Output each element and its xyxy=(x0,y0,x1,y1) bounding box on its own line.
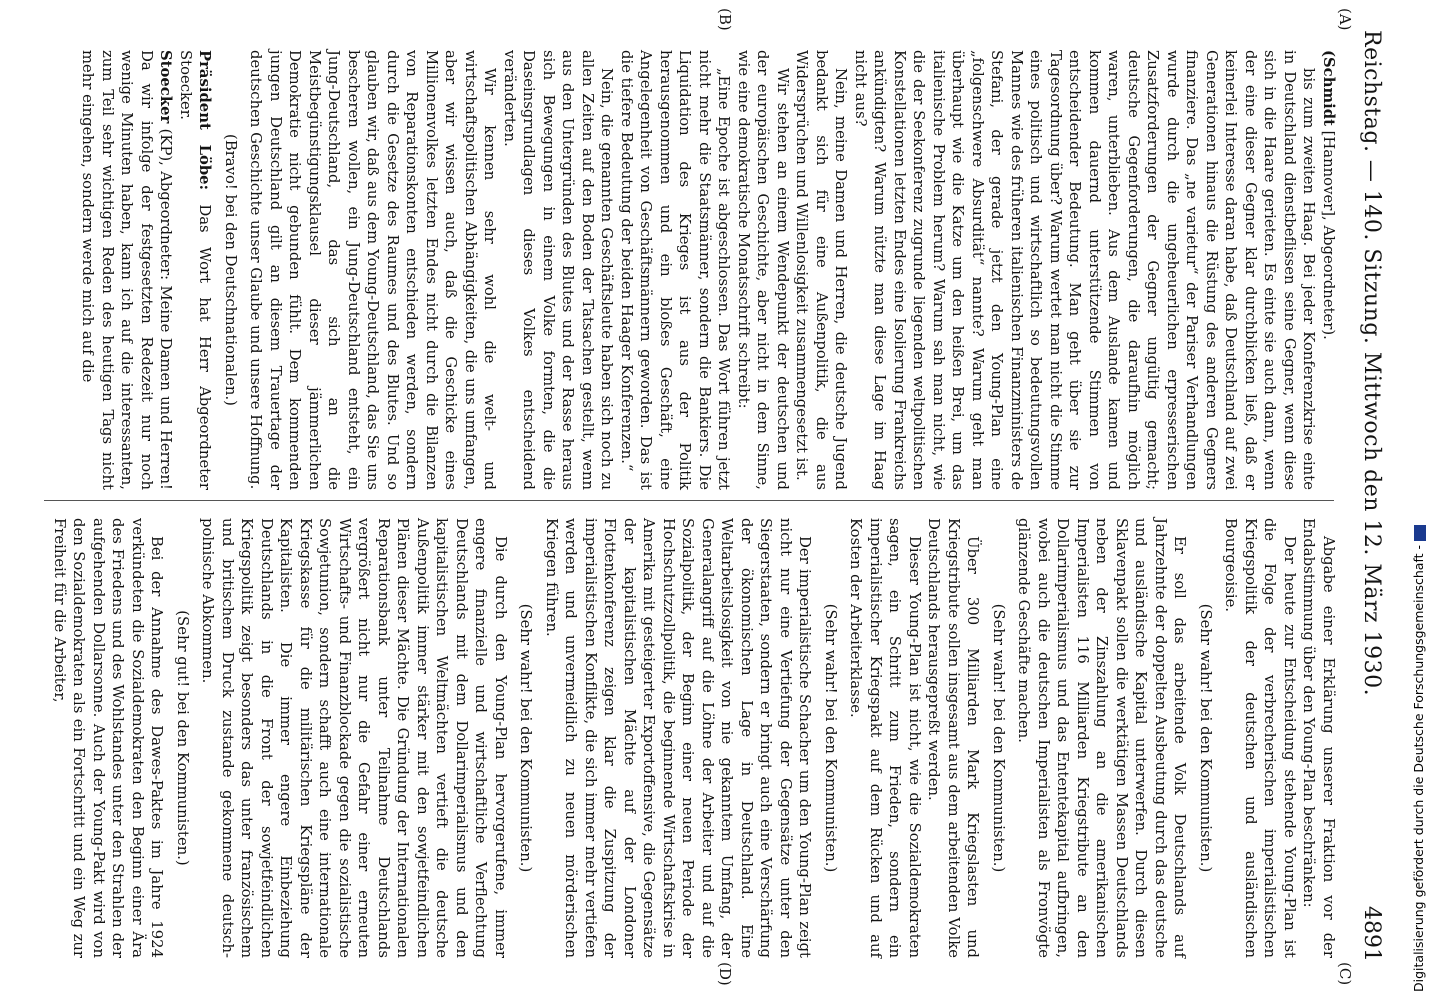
paragraph xyxy=(851,50,1319,490)
paragraph xyxy=(846,518,924,958)
margin-mark-b: (B) xyxy=(716,8,734,31)
margin-mark-d: (D) xyxy=(716,962,734,986)
speaker-name: Stoecker xyxy=(157,50,175,124)
paragraph xyxy=(734,50,793,490)
paragraph-text: [Hannover], Abgeordneter). xyxy=(1320,125,1337,340)
paragraph xyxy=(542,518,815,958)
paragraph xyxy=(792,50,851,490)
paragraph xyxy=(176,50,215,490)
paragraph-text: Der heute zur Entscheidung stehende Young-Plan ist die Folge der verbrecherischen imperialistischen Kriegspolitik der deutschen und ausländischen Bourgeoisie. xyxy=(1222,518,1298,958)
paragraph xyxy=(1299,518,1338,958)
paragraph-text: Die durch den Young-Plan hervorgerufene, immer engere finanzielle und wirtschaftliche Verflechtung Deutschlands mit dem Dollarimperialismus und den kapitalistischen Weltmächten vertieft die deutsche Außenpolitik immer stärker mit den sowjetfeindlichen Plänen dieser Mächte. Die Gründung der Internationalen Reparationsbank unter Teilnahme Deutschlands vergrößert nicht nur die Gefahr einer erneuten Wirtschafts- und Finanzblockade gegen die sozialistische Sowjetunion, sondern schafft auch eine internationale Kriegskasse für die militärischen Kriegspläne der Kapitalisten. Die immer engere Einbeziehung Deutschlands in die Front der sowjetfeindlichen Kriegspolitik zeigt besonders das unter französischem und britischem Druck zustande gekommene deutsch-polnische Abkommen. xyxy=(199,518,509,958)
speaker-name: Präsident Löbe: xyxy=(196,50,214,191)
interjection: (Sehr wahr! bei den Kommunisten.) xyxy=(822,603,839,873)
paragraph xyxy=(1014,518,1190,958)
paragraph-text: Abgabe einer Erklärung unserer Fraktion vor der Endabstimmung über den Young-Plan beschränken: xyxy=(1300,518,1337,958)
paragraph-text: Der imperialistische Schacher um den Young-Plan zeigt nicht nur eine Vertiefung der Gegensätze unter den Siegerstaaten, sondern er bringt auch eine Verschärfung der ökonomischen Lage in Deutschland. Eine Weltarbeitslosigkeit von nie gekanntem Umfang, der Generalangriff auf die Löhne der Arbeiter und auf die Sozialpolitik, der Beginn einer neuen Periode der Hochschutzzollpolitik, die beginnende Wirtschaftskrise in Amerika mit gesteigerter Exportoffensive, die Gegensätze der kapitalistischen Mächte auf der Londoner Flottenkonferenz zeigen klar die Zuspitzung der imperialistischen Konflikte, die sich immer mehr vertiefen werden und unvermeidlich zu neuen mörderischen Kriegen führen. xyxy=(543,518,814,958)
speaker-name: (Schmidt xyxy=(1320,50,1337,126)
paragraph-text: Nein, meine Damen und Herren, die deutsche Jugend bedankt sich für eine Außenpolitik, die aus Widersprüchen und Willenlosigkeit zusammengesetzt ist. xyxy=(793,50,850,490)
dfg-logo-icon xyxy=(1414,525,1426,541)
page-header xyxy=(1350,30,1390,970)
paragraph-text: bis zum zweiten Haag. Bei jeder Konferenzkrise einte in Deutschland dienstbeflissen seine Gegner, wenn diese sich in die Haare gerieten. Es einte sie auch dann, wenn der eine dieser Gegner klar durchblicken ließ, daß er keinerlei Interesse daran habe, daß Deutschland auf zwei Generationen hinaus die Rüstung des anderen Gegners finanziere. Das „ne varietur“ der Pariser Verhandlungen wurde durch die ungeheuerlichen erpresserischen Zusatzforderungen der Gegner ungültig gemacht; deutsche Gegenforderungen, die daraufhin möglich waren, unterblieben. Aus dem Auslande kamen und kommen dauernd unterstützende Stimmen von entscheidender Bedeutung. Man geht über sie zur Tagesordnung über? Warum wertet man nicht die Stimme eines politisch und wirtschaftlich so bedeutungsvollen Mannes wie des früheren italienischen Finanzministers de Stefani, der gerade jetzt den Young-Plan eine „folgenschwere Absurdität“ nannte? Warum geht man überhaupt wie die Katze um den heißen Brei, um das italienische Problem herum? Warum sah man nicht, wie die der Seekonferenz zugrunde liegenden weltpolitischen Konstellationen letzten Endes eine Isolierung Frankreichs ankündigten? Warum nützte man diese Lage im Haag nicht aus? xyxy=(852,50,1318,490)
paragraph xyxy=(78,50,176,490)
paragraph-text: Dieser Young-Plan ist nicht, wie die Sozialdemokraten sagen, ein Schritt zum Frieden, sondern ein imperialistischer Kriegspakt auf dem Rücken und auf Kosten der Arbeiterklasse. xyxy=(847,518,923,958)
credit-text: Digitalisierung gefördert durch die Deutsche Forschungsgemeinschaft - xyxy=(1411,544,1426,992)
paragraph-text: Wir stehen an einem Wendepunkt der deutschen und der europäischen Geschichte, aber nicht in dem Sinne, wie eine demokratische Monatsschrift schreibt: xyxy=(735,50,791,490)
interjection: (Bravo! bei den Deutschnationalen.) xyxy=(222,134,239,406)
right-column xyxy=(50,518,1339,958)
paragraph-text: (KP), Abgeordneter: Meine Damen und Herren! Da wir infolge der festgesetzten Redezeit nur noch wenige Minuten haben, kann ich auf die interessanten, zum Teil sehr wichtigen Reden des heutigen Tags nicht mehr eingehen, sondern werde mich auf die xyxy=(79,50,175,490)
paragraph xyxy=(1319,50,1339,490)
page-number: 4891 xyxy=(1359,906,1384,962)
digitization-credit xyxy=(1404,0,1434,1000)
paragraph xyxy=(50,518,167,958)
paragraph xyxy=(1221,518,1299,958)
paragraph xyxy=(500,50,617,490)
margin-mark-c: (C) xyxy=(1336,962,1354,986)
paragraph-text: Wir kennen sehr wohl die welt- und wirtschaftspolitischen Abhängigkeiten, die uns umfangen, aber wir wissen auch, daß die Geschicke eines Millionenvolkes letzten Endes nicht durch die Bilanzen von Reparationskonten entschieden werden, sondern durch die Gesetze des Raumes und des Blutes. Und so glauben wir, daß aus dem Young-Deutschland, das Sie uns bescheren wollen, ein Jung-Deutschland entsteht, ein Jung-Deutschland, das sich an die Meistbegünstigungsklausel dieser jämmerlichen Demokratie nicht gebunden fühlt. Dem kommenden jungen Deutschland gilt an diesem Trauertage der deutschen Geschichte unser Glaube und unsere Hoffnung. xyxy=(247,50,499,490)
running-head: Reichstag. — 140. Sitzung. Mittwoch den 12. März 1930. xyxy=(1359,30,1384,697)
paragraph-text: Bei der Annahme des Dawes-Paktes im Jahre 1924 verkündeten die Sozialdemokraten den Beginn einer Ära des Friedens und des Wohlstandes unter den Strahlen der aufgehenden Dollarsonne. Auch der Young-Pakt wird von den Sozialdemokraten als ein Fortschritt und ein Weg zur Freiheit für die Arbeiter, xyxy=(51,518,166,958)
paragraph xyxy=(924,518,983,958)
paragraph-text: Nein, die genannten Geschäftsleute haben sich noch zu allen Zeiten auf den Boden der Tatsachen gestellt, wenn aus den Untergründen des Blutes und der Rasse heraus sich Bewegungen in einem Volke formten, die die Daseinsgrundlagen dieses Volkes entscheidend veränderten. xyxy=(501,50,616,490)
paragraph-text: Das Wort hat Herr Abgeordneter Stoecker. xyxy=(177,50,214,490)
paragraph-text: Er soll das arbeitende Volk Deutschlands auf Jahrzehnte der doppelten Ausbeutung durch das deutsche und ausländische Kapital unterwerfen. Durch diesen Sklavenpakt sollen die werktätigen Massen Deutschlands neben der Zinszahlung an die amerikanischen Imperialisten 116 Milliarden Kriegstribute an den Dollarimperialismus und das Ententekapital aufbringen, wobei auch die deutschen Imperialisten als Fronvögte glänzende Geschäfte machen. xyxy=(1015,518,1189,958)
interjection: (Sehr gut! bei den Kommunisten.) xyxy=(174,610,191,866)
interjection: (Sehr wahr! bei den Kommunisten.) xyxy=(517,603,535,873)
paragraph xyxy=(246,50,500,490)
interjection: (Sehr wahr! bei den Kommunisten.) xyxy=(1197,603,1214,873)
paragraph xyxy=(198,518,510,958)
left-column xyxy=(78,50,1338,490)
column-divider xyxy=(44,500,1334,501)
paragraph xyxy=(617,50,734,490)
paragraph-text: Über 300 Milliarden Mark Kriegslasten und Kriegstribute sollen insgesamt aus dem arbeitenden Volke Deutschlands herausgepreßt werden. xyxy=(925,518,982,958)
interjection: (Sehr wahr! bei den Kommunisten.) xyxy=(990,603,1007,873)
margin-mark-a: (A) xyxy=(1336,8,1354,31)
paragraph-text: „Eine Epoche ist abgeschlossen. Das Wort führen jetzt nicht mehr die Staatsmänner, sondern die Bankiers. Die Liquidation des Krieges ist aus der Politik herausgenommen und ein bloßes Geschäft, eine Angelegenheit von Geschäftsmännern geworden. Das ist die tiefere Bedeutung der beiden Haager Konferenzen.“ xyxy=(618,50,733,490)
